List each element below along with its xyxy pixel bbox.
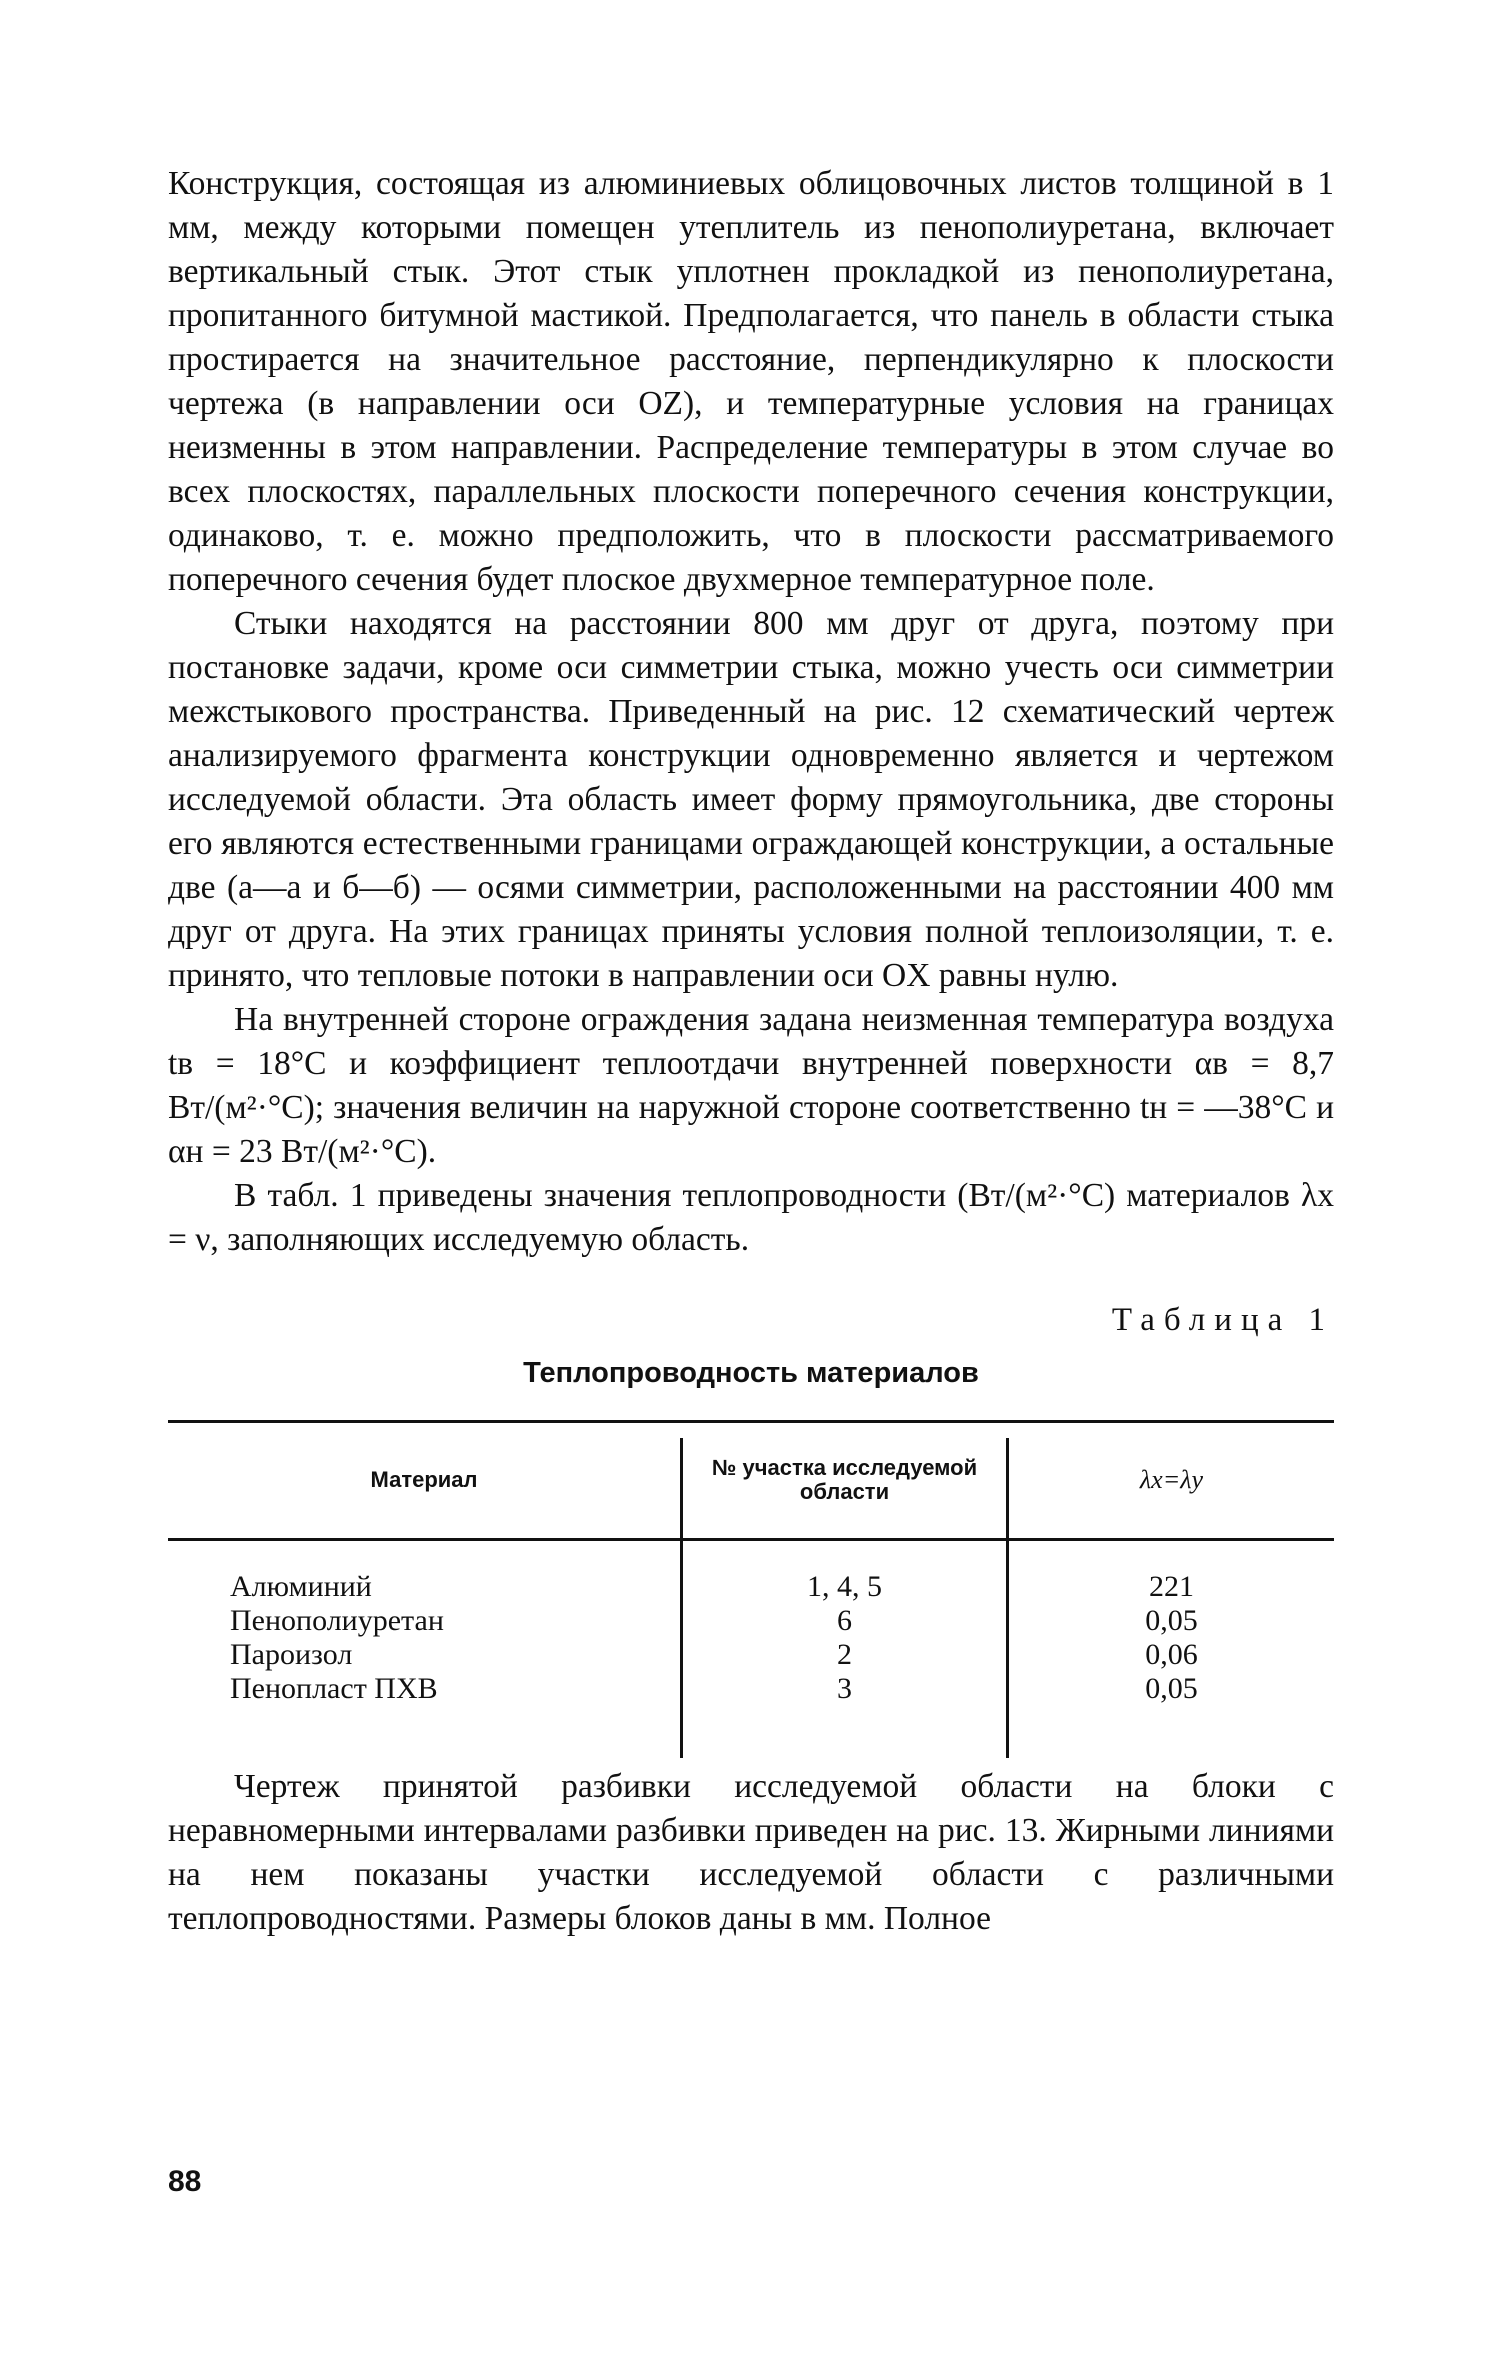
cell-material: Пенопласт ПХВ: [230, 1672, 438, 1705]
column-material: [230, 1570, 680, 1706]
cell-lambda: 0,05: [1145, 1672, 1198, 1705]
paragraph-5: Чертеж принятой разбивки исследуемой области на блоки с неравномерными интервалами разбивки приведен на рис. 13. Жирными линиями на нем показаны участки исследуемой области с различными теплопроводностями. Размеры блоков даны в мм. Полное: [168, 1768, 1334, 1937]
cell-lambda: 0,05: [1145, 1604, 1198, 1637]
paragraph-4: В табл. 1 приведены значения теплопроводности (Вт/(м²·°С) материалов λx = ν, заполняющих исследуемую область.: [168, 1177, 1334, 1258]
header-lambda: λx=λy: [1139, 1465, 1204, 1494]
table-top-rule: [168, 1420, 1334, 1423]
page-number: 88: [168, 2165, 202, 2198]
cell-material: Алюминий: [230, 1570, 372, 1603]
paragraph-1: Конструкция, состоящая из алюминиевых облицовочных листов толщиной в 1 мм, между которыми помещен утеплитель из пенополиуретана, включает вертикальный стык. Этот стык уплотнен прокладкой из пенополиуретана, пропитанного битумной мастикой. Предполагается, что панель в области стыка простирается на значительное расстояние, перпендикулярно к плоскости чертежа (в направлении оси OZ), и температурные условия на границах неизменны в этом направлении. Распределение температуры в этом случае во всех плоскостях, параллельных плоскости поперечного сечения конструкции, одинаково, т. е. можно предположить, что в плоскости рассматриваемого поперечного сечения будет плоское двухмерное температурное поле.: [168, 165, 1334, 598]
column-lambda: [1009, 1570, 1334, 1706]
cell-section: 2: [837, 1638, 852, 1671]
cell-section: 6: [837, 1604, 852, 1637]
table-header-rule: [168, 1538, 1334, 1541]
page-body: [168, 162, 1334, 1941]
cell-section: 1, 4, 5: [807, 1570, 882, 1603]
table-label: Таблица 1: [1111, 1302, 1334, 1338]
cell-material: Пенополиуретан: [230, 1604, 444, 1637]
column-section: [683, 1570, 1006, 1706]
table-title: Теплопроводность материалов: [523, 1357, 979, 1389]
cell-material: Пароизол: [230, 1638, 353, 1671]
header-section: № участка исследуемой области: [711, 1455, 978, 1504]
paragraph-2: Стыки находятся на расстоянии 800 мм друг от друга, поэтому при постановке задачи, кроме оси симметрии стыка, можно учесть оси симметрии межстыкового пространства. Приведенный на рис. 12 схематический чертеж анализируемого фрагмента конструкции одновременно является и чертежом исследуемой области. Эта область имеет форму прямоугольника, две стороны его являются естественными границами ограждающей конструкции, а остальные две (а—а и б—б) — осями симметрии, расположенными на расстоянии 400 мм друг от друга. На этих границах приняты условия полной теплоизоляции, т. е. принято, что тепловые потоки в направлении оси OX равны нулю.: [168, 605, 1334, 994]
cell-lambda: 0,06: [1145, 1638, 1198, 1671]
cell-lambda: 221: [1149, 1570, 1194, 1603]
materials-table: [168, 1420, 1334, 1765]
header-material: Материал: [370, 1467, 478, 1492]
paragraph-3: На внутренней стороне ограждения задана неизменная температура воздуха tв = 18°С и коэффициент теплоотдачи внутренней поверхности αв = 8,7 Вт/(м²·°С); значения величин на наружной стороне соответственно tн = —38°С и αн = 23 Вт/(м²·°С).: [168, 1001, 1334, 1170]
cell-section: 3: [837, 1672, 852, 1705]
